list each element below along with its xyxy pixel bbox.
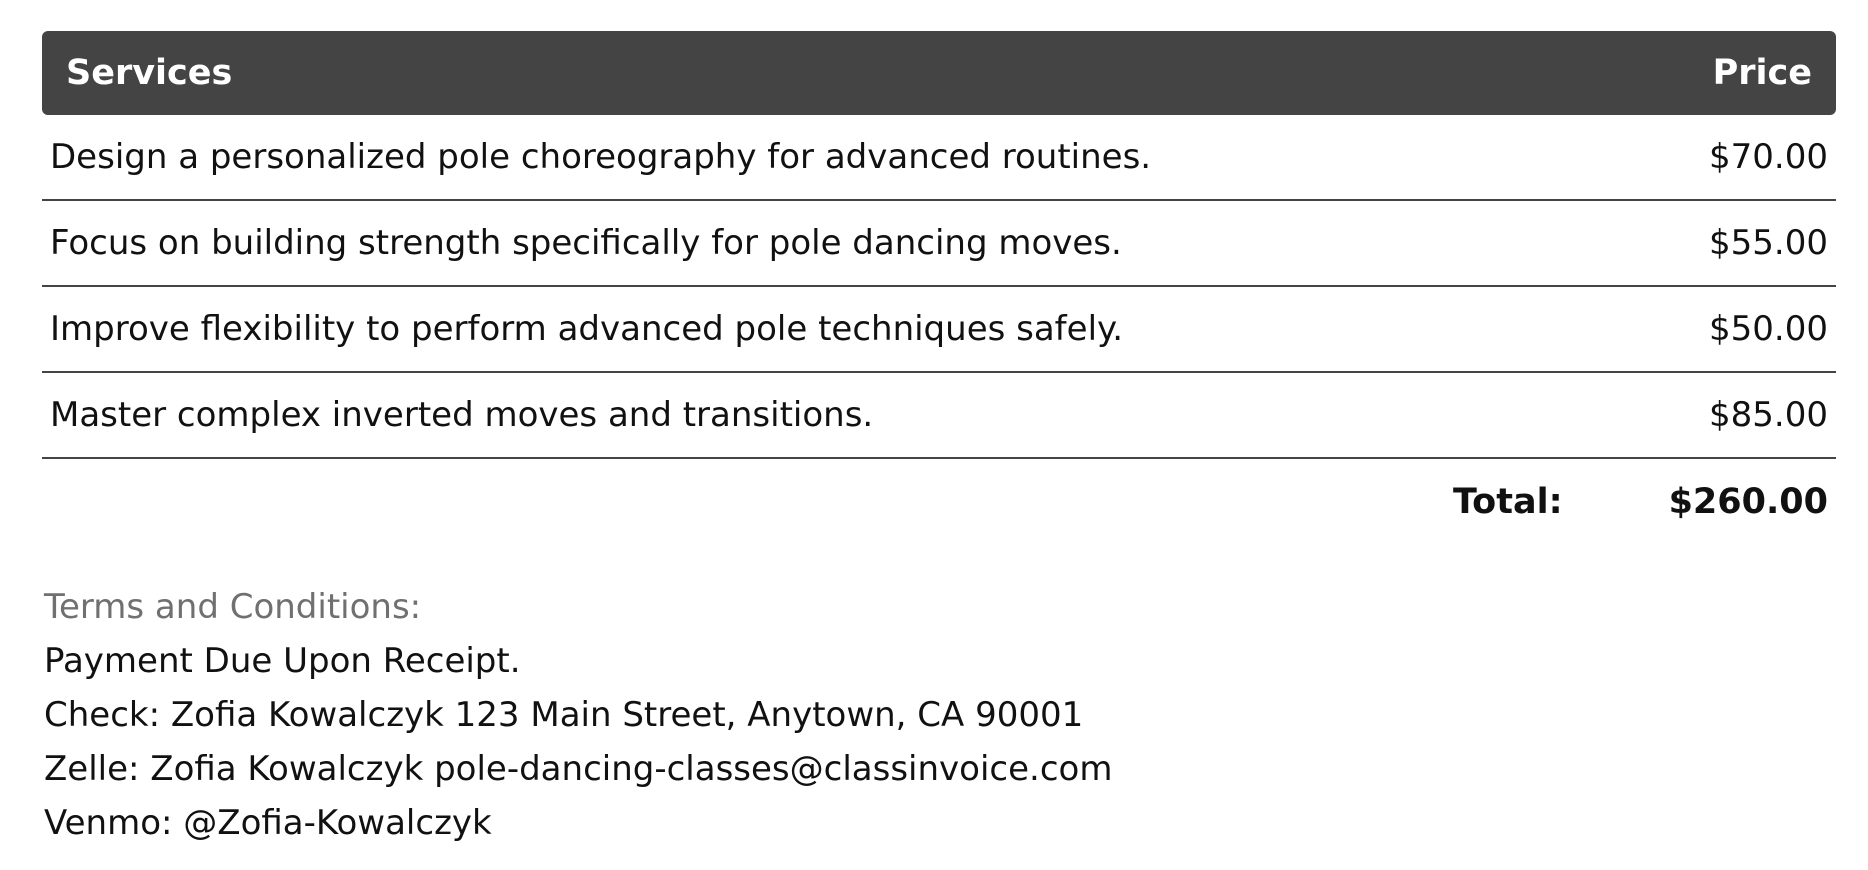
service-price: $55.00 bbox=[1709, 223, 1828, 263]
total-row bbox=[42, 459, 1836, 545]
service-price: $50.00 bbox=[1709, 309, 1828, 349]
services-column-header: Services bbox=[66, 53, 233, 93]
total-label: Total: bbox=[1452, 482, 1563, 522]
service-description: Focus on building strength specifically for pole dancing moves. bbox=[50, 223, 1122, 263]
terms-title: Terms and Conditions: bbox=[44, 587, 422, 627]
service-description: Improve flexibility to perform advanced pole techniques safely. bbox=[50, 309, 1124, 349]
table-row bbox=[42, 373, 1836, 459]
terms-section bbox=[44, 580, 1112, 850]
price-column-header: Price bbox=[1712, 53, 1812, 93]
table-header bbox=[42, 31, 1836, 115]
table-row bbox=[42, 201, 1836, 287]
total-value: $260.00 bbox=[1668, 482, 1828, 522]
service-description: Design a personalized pole choreography for advanced routines. bbox=[50, 137, 1152, 177]
table-row bbox=[42, 115, 1836, 201]
service-price: $70.00 bbox=[1709, 137, 1828, 177]
service-description: Master complex inverted moves and transitions. bbox=[50, 395, 874, 435]
services-table bbox=[42, 31, 1836, 545]
terms-zelle-line: Zelle: Zofia Kowalczyk pole-dancing-classes@classinvoice.com bbox=[44, 749, 1113, 789]
table-row bbox=[42, 287, 1836, 373]
terms-payment-line: Payment Due Upon Receipt. bbox=[44, 641, 521, 681]
service-price: $85.00 bbox=[1709, 395, 1828, 435]
terms-venmo-line: Venmo: @Zofia-Kowalczyk bbox=[44, 803, 492, 843]
terms-check-line: Check: Zofia Kowalczyk 123 Main Street, Anytown, CA 90001 bbox=[44, 695, 1084, 735]
